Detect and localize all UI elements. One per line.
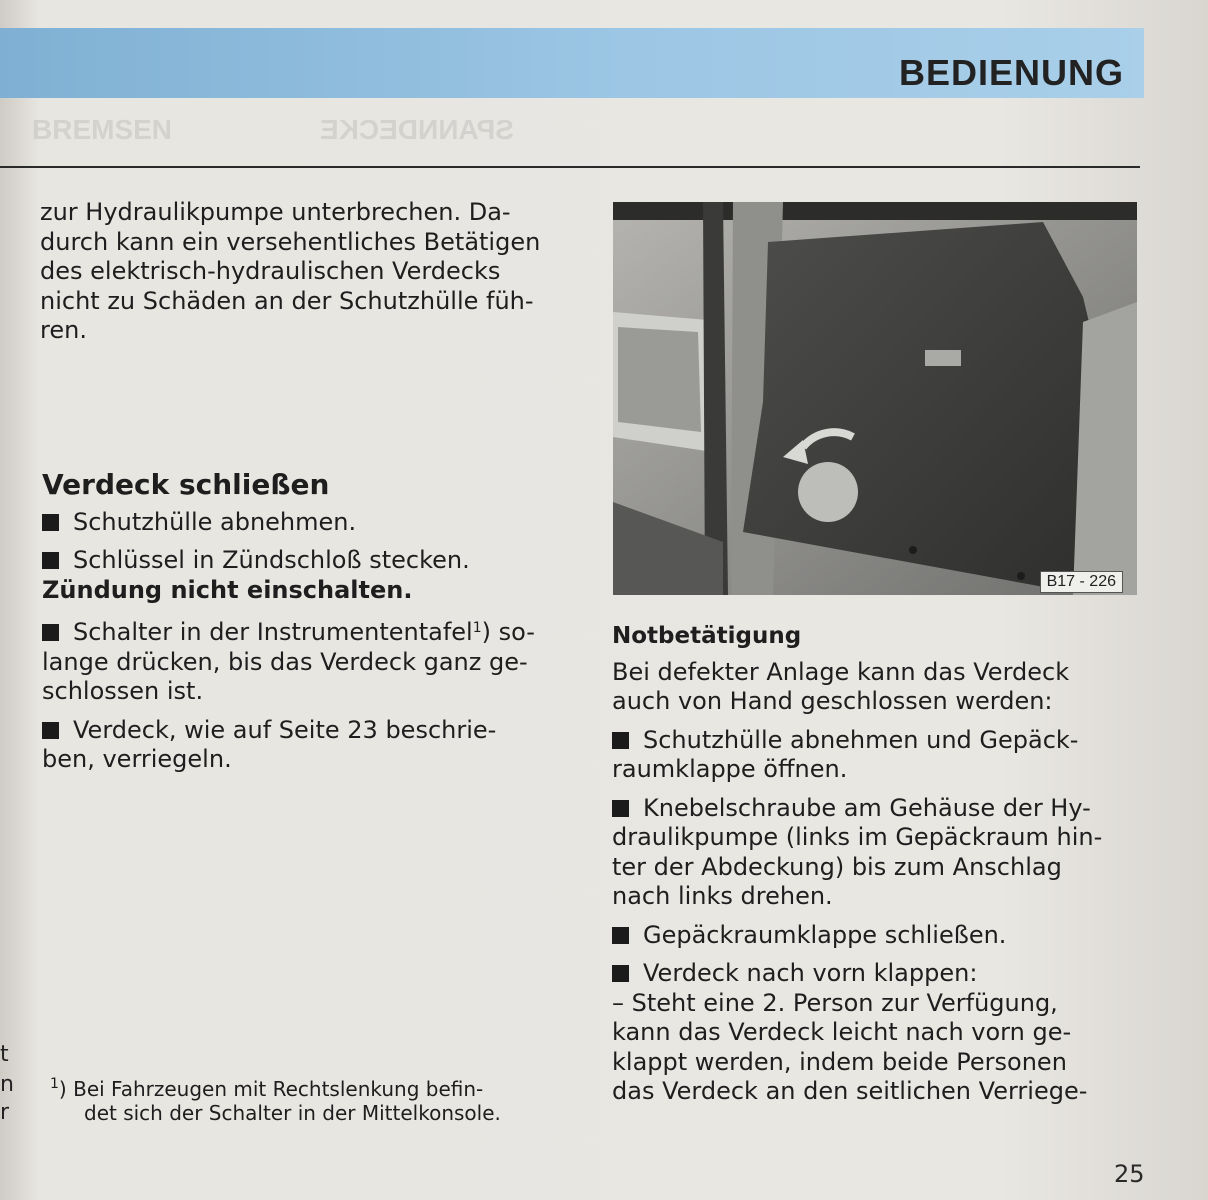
text-line: schlossen ist. (42, 677, 204, 705)
square-bullet-icon (612, 800, 629, 817)
step-1: Schutzhülle abnehmen. (42, 508, 570, 538)
text-line: raumklappe öffnen. (612, 755, 848, 783)
left-intro (40, 198, 568, 346)
edge-fragment: t (0, 1042, 9, 1067)
footnote-ref: 1 (472, 620, 482, 636)
warning-text: Zündung nicht einschalten. (42, 575, 413, 604)
square-bullet-icon (612, 965, 629, 982)
step-2: Schlüssel in Zündschloß stecken. (42, 546, 570, 576)
left-steps (42, 470, 570, 775)
footnote (50, 1072, 570, 1125)
section-title: BEDIENUNG (898, 52, 1124, 93)
square-bullet-icon (42, 514, 59, 531)
trunk-photo-illustration (613, 202, 1137, 595)
step-3: Gepäckraumklappe schließen. (612, 921, 1120, 951)
step-4: Verdeck, wie auf Seite 23 beschrie- (42, 716, 570, 746)
right-section (612, 622, 1120, 1107)
text-line: kann das Verdeck leicht nach vorn ge- (612, 1018, 1072, 1046)
figure-photo (613, 202, 1137, 595)
section-heading: Notbetätigung (612, 623, 802, 649)
step-4: Verdeck nach vorn klappen: (612, 959, 1120, 989)
square-bullet-icon (42, 552, 59, 569)
edge-fragment: r (0, 1100, 10, 1125)
text-line: – Steht eine 2. Person zur Verfügung, (612, 988, 1058, 1017)
text-line: Bei defekter Anlage kann das Verdeck (612, 657, 1070, 686)
text-line: ren. (40, 316, 87, 344)
text-line: lange drücken, bis das Verdeck ganz ge- (42, 647, 528, 676)
square-bullet-icon (612, 927, 629, 944)
footnote-marker: 1 (50, 1076, 59, 1092)
text-line: zur Hydraulikpumpe unterbrechen. Da- (40, 198, 511, 226)
show-through-text-mirrored: SPANNDECKE (320, 114, 514, 145)
text-line: nach links drehen. (612, 882, 833, 910)
text-line: auch von Hand geschlossen werden: (612, 687, 1053, 715)
square-bullet-icon (42, 722, 59, 739)
text-line: ben, verriegeln. (42, 745, 232, 773)
text-line: das Verdeck an den seitlichen Verriege- (612, 1077, 1088, 1105)
footnote-line: $^1$) Bei Fahrzeugen mit Rechtslenkung befin- (50, 1076, 484, 1101)
text-line: des elektrisch-hydraulischen Verdecks (40, 257, 501, 285)
text-line: draulikpumpe (links im Gepäckraum hin- (612, 823, 1103, 851)
footnote-line: det sich der Schalter in der Mittelkonsole. (84, 1101, 501, 1125)
text-line: klappt werden, indem beide Personen (612, 1047, 1067, 1076)
figure-caption: B17 - 226 (1040, 571, 1123, 593)
text-line: nicht zu Schäden an der Schutzhülle füh- (40, 286, 534, 315)
section-heading: Verdeck schließen (42, 468, 330, 501)
step-1: Schutzhülle abnehmen und Gepäck- (612, 726, 1120, 756)
page-number: 25 (1114, 1160, 1145, 1188)
header-rule (0, 166, 1140, 168)
square-bullet-icon (612, 732, 629, 749)
square-bullet-icon (42, 624, 59, 641)
text-line: ter der Abdeckung) bis zum Anschlag (612, 852, 1062, 881)
step-2: Knebelschraube am Gehäuse der Hy- (612, 794, 1120, 824)
step-3: Schalter in der Instrumententafel$^1$) so- (42, 614, 570, 648)
show-through-text: BREMSEN (32, 114, 173, 145)
edge-fragment: n (0, 1072, 14, 1097)
text-line: durch kann ein versehentliches Betätigen (40, 227, 541, 256)
